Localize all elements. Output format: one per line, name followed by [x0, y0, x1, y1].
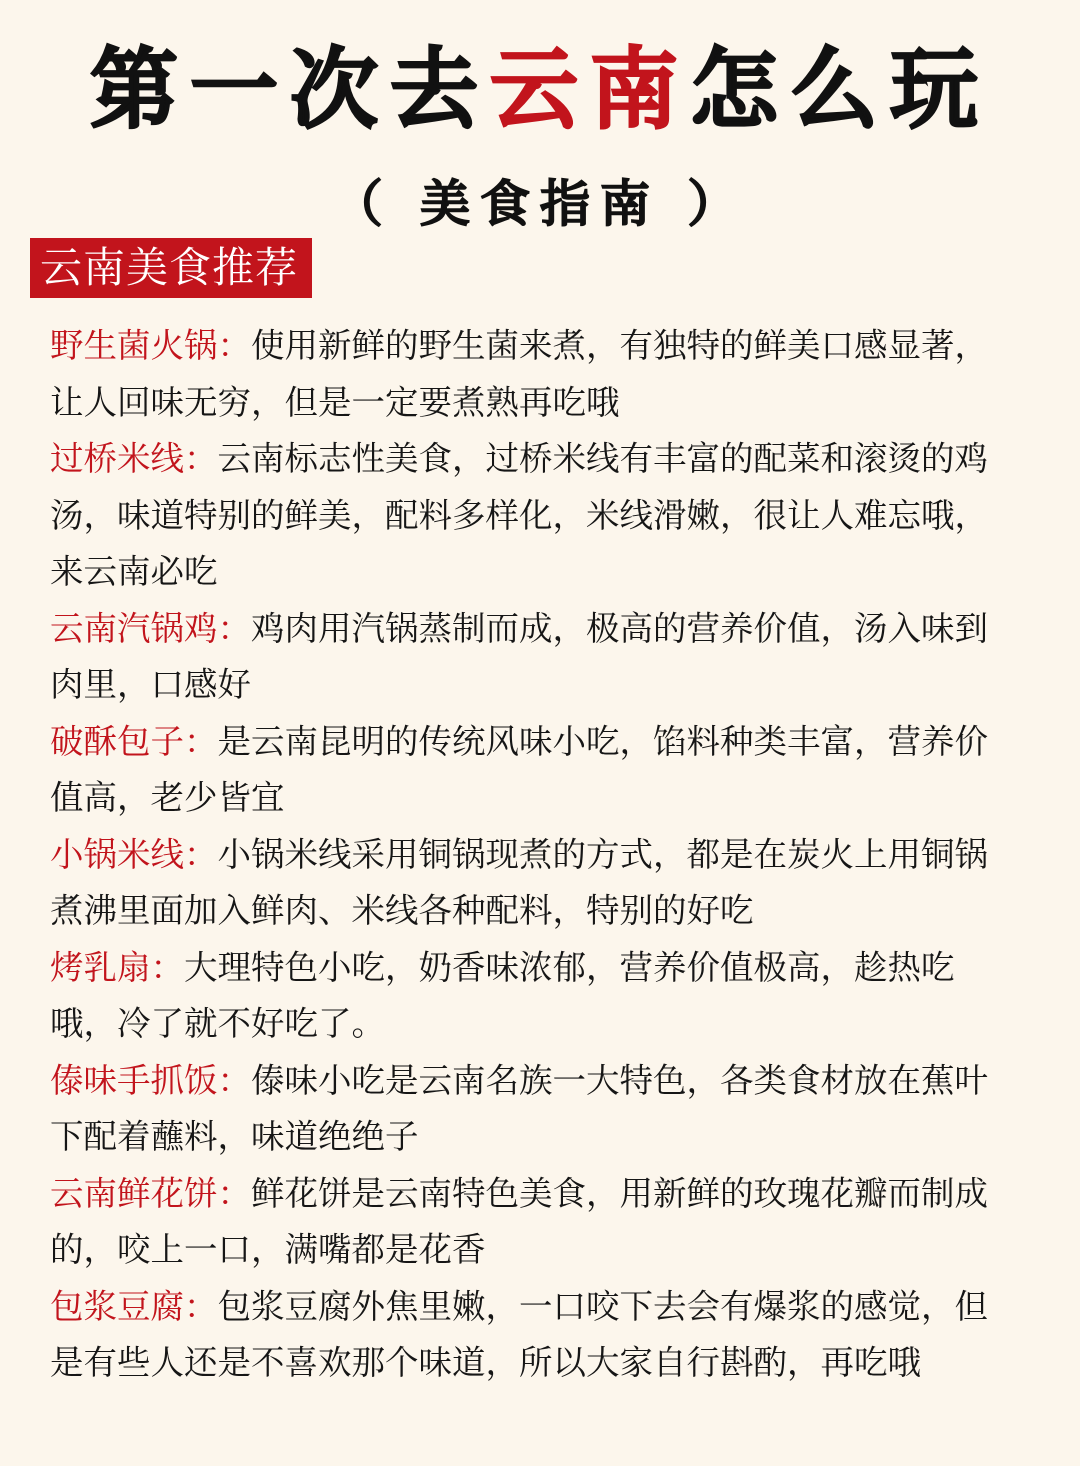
food-name: 破酥包子： — [50, 721, 218, 761]
food-name: 包浆豆腐： — [50, 1286, 218, 1326]
food-item-flower-cake — [50, 1166, 1010, 1279]
food-item-dai-hand-rice — [50, 1053, 1010, 1166]
food-name: 野生菌火锅： — [50, 326, 251, 365]
food-description: 包浆豆腐外焦里嫩，一口咬下去会有爆浆的感觉，但是有些人还是不喜欢那个味道，所以大家自行斟酌，再吃哦 — [50, 1286, 988, 1382]
section-badge: 云南美食推荐 — [30, 238, 312, 298]
food-description: 使用新鲜的野生菌来煮，有独特的鲜美口感显著，让人回味无穷，但是一定要煮熟再吃哦 — [50, 326, 988, 422]
title-part-1: 第一次去 — [89, 38, 490, 141]
page-title — [0, 38, 1080, 142]
food-description: 是云南昆明的传统风味小吃，馅料种类丰富，营养价值高，老少皆宜 — [50, 721, 988, 817]
food-name: 云南汽锅鸡： — [50, 608, 251, 648]
food-description: 鸡肉用汽锅蒸制而成，极高的营养价值，汤入味到肉里，口感好 — [50, 608, 988, 704]
food-description: 云南标志性美食，过桥米线有丰富的配菜和滚烫的鸡汤，味道特别的鲜美，配料多样化，米线滑嫩，很让人难忘哦，来云南必吃 — [50, 439, 988, 591]
title-highlight: 云南 — [489, 38, 690, 141]
food-item-small-pot-noodles — [50, 827, 1010, 940]
food-name: 傣味手抓饭： — [50, 1060, 251, 1100]
food-name: 云南鲜花饼： — [50, 1173, 251, 1213]
food-description: 傣味小吃是云南名族一大特色，各类食材放在蕉叶下配着蘸料，味道绝绝子 — [50, 1060, 988, 1156]
food-item-grilled-tofu — [50, 1279, 1010, 1392]
page-subtitle: （ 美食指南 ） — [332, 175, 748, 233]
title-part-2: 怎么玩 — [690, 38, 991, 141]
food-item-steam-pot-chicken — [50, 601, 1010, 714]
food-description: 鲜花饼是云南特色美食，用新鲜的玫瑰花瓣而制成的，咬上一口，满嘴都是花香 — [50, 1173, 988, 1269]
food-item-crossing-bridge-noodles — [50, 431, 1010, 601]
food-item-wild-mushroom-hotpot — [50, 318, 1010, 431]
food-item-flaky-buns — [50, 714, 1010, 827]
food-name: 烤乳扇： — [50, 947, 184, 987]
food-description: 大理特色小吃，奶香味浓郁，营养价值极高，趁热吃哦，冷了就不好吃了。 — [50, 947, 955, 1043]
food-description: 小锅米线采用铜锅现煮的方式，都是在炭火上用铜锅煮沸里面加入鲜肉、米线各种配料，特别的好吃 — [50, 834, 988, 930]
food-list — [50, 318, 1010, 1392]
food-name: 小锅米线： — [50, 834, 218, 874]
food-item-grilled-milk-fan — [50, 940, 1010, 1053]
food-name: 过桥米线： — [50, 439, 218, 478]
